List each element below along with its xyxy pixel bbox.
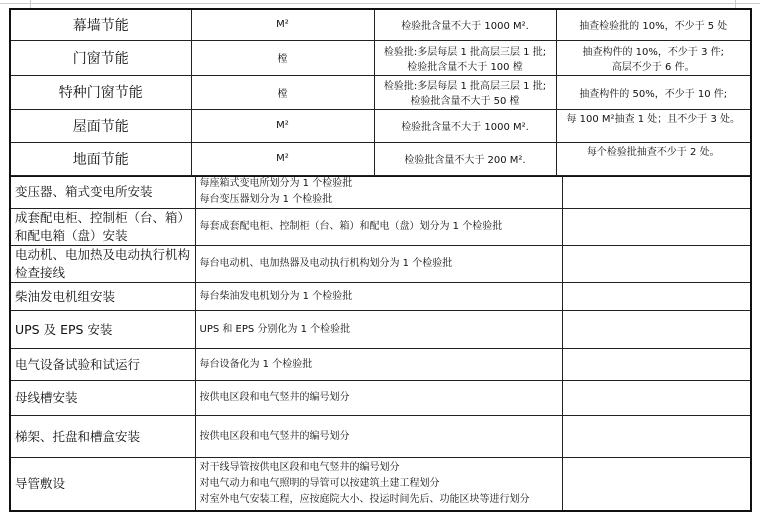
rule-cell-line: 每台变压器划分为 1 个检验批 (199, 194, 333, 205)
item-cell (10, 311, 195, 349)
rule-cell (195, 209, 562, 246)
item-cell (10, 40, 191, 75)
table-row (10, 75, 751, 109)
rule-cell (195, 381, 562, 416)
page-edge (0, 3, 760, 4)
batch-cell (374, 142, 556, 176)
batch-cell (374, 9, 556, 40)
sampling-cell (556, 75, 751, 109)
unit-cell-line: 樘 (277, 54, 288, 65)
item-cell-line: UPS 及 EPS 安装 (15, 321, 113, 337)
batch-cell (374, 40, 556, 75)
item-cell (10, 109, 191, 142)
batch-cell (374, 109, 556, 142)
empty-cell (562, 311, 751, 349)
rule-cell-line: 按供电区段和电气竖井的编号划分 (199, 430, 350, 442)
item-cell-line: 导管敷设 (15, 475, 66, 491)
item-cell (10, 176, 195, 209)
batch-cell-line: 检验批含量不大于 100 樘 (407, 61, 523, 73)
empty-cell (562, 349, 751, 381)
unit-cell-line: 樘 (277, 88, 288, 100)
rule-cell (195, 416, 562, 458)
sampling-cell-line: 高层不少于 6 件。 (611, 61, 695, 73)
energy-saving-table (9, 8, 752, 177)
rule-cell-line: 每套成套配电柜、控制柜（台、箱）和配电（盘）划分为 1 个检验批 (199, 221, 503, 232)
item-cell (10, 246, 195, 283)
empty-cell (562, 176, 751, 209)
batch-cell-line: 检验批含量不大于 1000 M². (401, 122, 529, 133)
item-cell (10, 283, 195, 311)
unit-cell (191, 109, 374, 142)
rule-cell (195, 458, 562, 511)
sampling-cell (556, 40, 751, 75)
table-row (10, 458, 751, 511)
rule-cell-line: 对电气动力和电气照明的导管可以按建筑土建工程划分 (199, 477, 440, 489)
table-row (10, 109, 751, 142)
unit-cell-line: M² (276, 19, 289, 31)
empty-cell (562, 416, 751, 458)
batch-cell-line: 检验批:多层每层 1 批高层三层 1 批; (383, 81, 547, 92)
item-cell (10, 349, 195, 381)
rule-cell (195, 349, 562, 381)
item-cell-line: 幕墙节能 (72, 17, 129, 34)
rule-cell-line: 对干线导管按供电区段和电气竖井的编号划分 (199, 461, 400, 473)
sampling-cell (556, 9, 751, 40)
item-cell (10, 209, 195, 246)
empty-cell (562, 246, 751, 283)
sampling-cell-line: 每个检验批抽查不少于 2 处。 (586, 146, 720, 158)
electrical-table (9, 175, 752, 512)
batch-cell-line: 检验批含量不大于 1000 M². (401, 21, 529, 33)
rule-cell-line: UPS 和 EPS 分别化为 1 个检验批 (199, 323, 351, 335)
sampling-cell-line: 抽查检验批的 10%，不少于 5 处 (579, 21, 728, 33)
item-cell-line: 电动机、电加热及电动执行机构检查接线 (15, 247, 191, 280)
sampling-cell (556, 109, 751, 142)
item-cell (10, 75, 191, 109)
item-cell (10, 458, 195, 511)
table-row (10, 176, 751, 209)
rule-cell (195, 311, 562, 349)
table-row (10, 283, 751, 311)
sampling-cell (556, 142, 751, 176)
rule-cell (195, 176, 562, 209)
item-cell-line: 电气设备试验和试运行 (15, 356, 141, 372)
item-cell-line: 特种门窗节能 (58, 85, 143, 101)
table-row (10, 9, 751, 40)
item-cell-line: 柴油发电机组安装 (15, 288, 116, 304)
unit-cell (191, 75, 374, 109)
table-row (10, 416, 751, 458)
rule-cell-line: 对室外电气安装工程，应按庭院大小、投运时间先后、功能区块等进行划分 (199, 493, 530, 505)
rule-cell (195, 283, 562, 311)
sampling-cell-line: 每 100 M²抽查 1 处；且不少于 3 处。 (566, 113, 741, 125)
item-cell (10, 416, 195, 458)
batch-cell (374, 75, 556, 109)
item-cell (10, 381, 195, 416)
batch-cell-line: 检验批:多层每层 1 批高层三层 1 批; (383, 46, 547, 58)
margin-mark (735, 0, 736, 8)
item-cell-line: 梯架、托盘和槽盒安装 (15, 428, 141, 444)
unit-cell (191, 40, 374, 75)
item-cell (10, 9, 191, 40)
rule-cell-line: 每台电动机、电加热器及电动执行机构划分为 1 个检验批 (199, 258, 453, 269)
batch-cell-line: 检验批含量不大于 50 樘 (410, 96, 520, 107)
table-row (10, 381, 751, 416)
table-row (10, 209, 751, 246)
empty-cell (562, 283, 751, 311)
item-cell-line: 屋面节能 (72, 118, 129, 135)
rule-cell-line: 按供电区段和电气竖井的编号划分 (199, 392, 350, 403)
unit-cell (191, 142, 374, 176)
empty-cell (562, 381, 751, 416)
sampling-cell-line: 抽查构件的 10%，不少于 3 件; (582, 46, 724, 58)
unit-cell-line: M² (276, 120, 289, 131)
item-cell-line: 母线槽安装 (15, 390, 78, 405)
margin-mark (30, 0, 31, 8)
rule-cell-line: 每台设备化为 1 个检验批 (199, 358, 313, 370)
item-cell-line: 门窗节能 (72, 50, 129, 67)
rule-cell-line: 每台柴油发电机划分为 1 个检验批 (199, 290, 353, 302)
rule-cell-line: 每座箱式变电所划分为 1 个检验批 (199, 178, 353, 189)
item-cell-line: 成套配电柜、控制柜（台、箱）和配电箱（盘）安装 (15, 210, 191, 243)
batch-cell-line: 检验批含量不大于 200 M². (404, 155, 526, 167)
item-cell-line: 地面节能 (72, 151, 129, 168)
table-row (10, 246, 751, 283)
unit-cell-line: M² (276, 153, 289, 165)
table-row (10, 311, 751, 349)
unit-cell (191, 9, 374, 40)
table-row (10, 40, 751, 75)
item-cell (10, 142, 191, 176)
table-row (10, 142, 751, 176)
sampling-cell-line: 抽查构件的 50%，不少于 10 件; (579, 88, 728, 100)
empty-cell (562, 209, 751, 246)
table-row (10, 349, 751, 381)
empty-cell (562, 458, 751, 511)
rule-cell (195, 246, 562, 283)
item-cell-line: 变压器、箱式变电所安装 (15, 184, 153, 199)
